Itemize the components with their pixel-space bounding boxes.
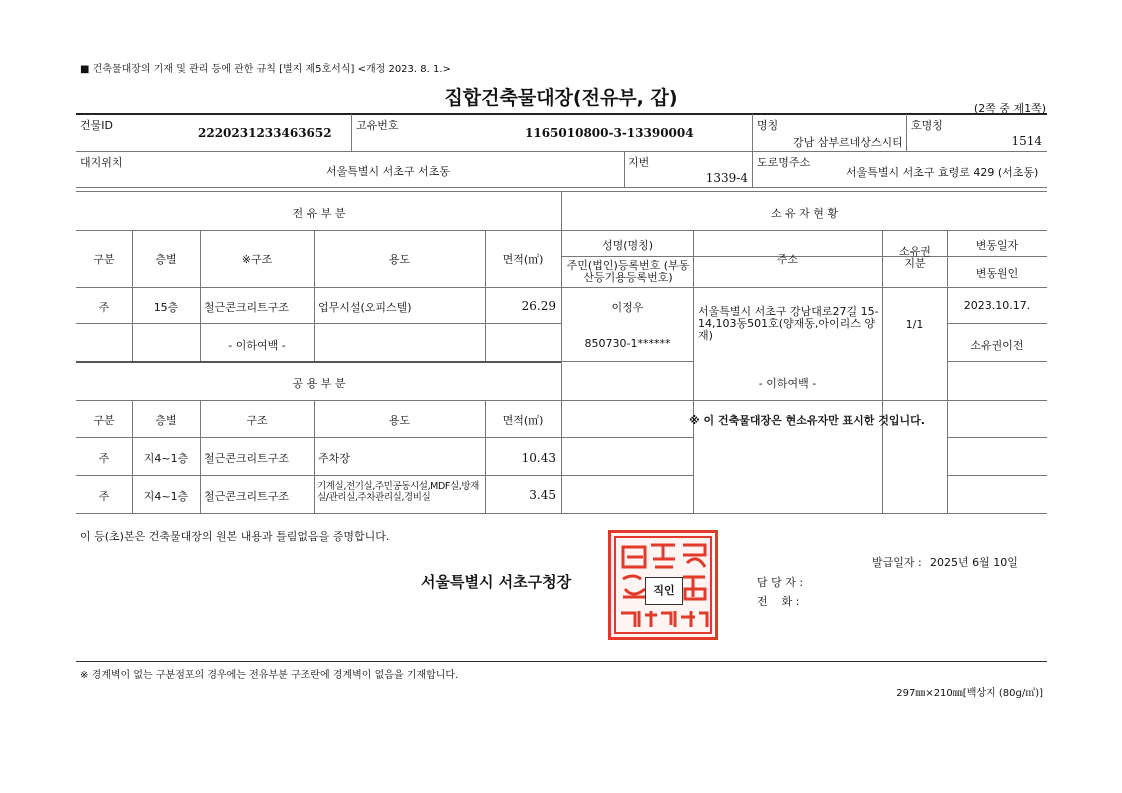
unique-no-label: 고유번호: [356, 119, 399, 132]
issuer-name: 서울특별시 서초구청장: [421, 573, 572, 591]
exclusive-header-floor: 층별: [155, 253, 177, 266]
exclusive-header-use: 용도: [388, 253, 411, 266]
owner-header-address: 주소: [776, 253, 799, 266]
common-section-title: 공 용 부 분: [292, 377, 346, 390]
unique-no-value: 1165010800-3-13390004: [525, 126, 694, 140]
phone-label: 전 화 :: [757, 595, 800, 608]
owner-name: 이정우: [611, 301, 644, 314]
common-row2-use: 기계실,전기실,주민공동시설,MDF실,방재실/관리실,주차관리실,경비실: [317, 481, 479, 503]
common-header-use: 용도: [388, 414, 411, 427]
exclusive-area: 26.29: [521, 299, 556, 313]
common-row1-floor: 지4~1층: [143, 452, 189, 465]
exclusive-use: 업무시설(오피스텔): [318, 301, 412, 314]
issue-date: 2025년 6월 10일: [930, 556, 1018, 569]
common-header-floor: 층별: [155, 414, 177, 427]
owner-header-name: 성명(명칭): [601, 239, 654, 252]
common-row1-structure: 철근콘크리트구조: [204, 452, 290, 465]
owner-section-title: 소 유 자 현 황: [770, 207, 839, 220]
road-value: 서울특별시 서초구 효령로 429 (서초동): [846, 166, 1039, 179]
issue-date-label: 발급일자 :: [872, 556, 922, 569]
exclusive-header-area: 면적(㎡): [502, 253, 544, 266]
site-label: 대지위치: [80, 156, 123, 169]
exclusive-section-title: 전 유 부 분: [292, 207, 346, 220]
paper-spec: 297㎜×210㎜[백상지 (80g/㎡)]: [896, 688, 1043, 699]
building-id-label: 건물ID: [80, 119, 113, 132]
name-label: 명칭: [757, 119, 779, 132]
exclusive-division: 주: [98, 301, 110, 314]
owner-blank-mark: - 이하여백 -: [758, 377, 817, 390]
common-row2-area: 3.45: [529, 488, 556, 502]
owner-change-date: 2023.10.17.: [963, 299, 1031, 312]
lot-value: 1339-4: [705, 171, 748, 185]
page-indicator: (2쪽 중 제1쪽): [973, 102, 1046, 115]
common-row2-division: 주: [98, 490, 110, 503]
site-value: 서울특별시 서초구 서초동: [326, 165, 450, 178]
owner-header-change-date: 변동일자: [975, 239, 1019, 252]
owner-share: 1/1: [905, 318, 924, 331]
common-header-division: 구분: [93, 414, 115, 427]
certify-text: 이 등(초)본은 건축물대장의 원본 내용과 틀림없음을 증명합니다.: [80, 530, 390, 543]
regulation-note: ■ 건축물대장의 기재 및 관리 등에 관한 규칙 [별지 제5호서식] <개정 2023. 8. 1.>: [80, 64, 451, 75]
exclusive-header-structure: ※구조: [241, 253, 273, 266]
building-id-value: 2220231233463652: [198, 126, 332, 140]
common-row2-structure: 철근콘크리트구조: [204, 490, 290, 503]
officer-label: 담 당 자 :: [757, 576, 804, 589]
owner-header-change-reason: 변동원인: [975, 267, 1019, 280]
common-header-area: 면적(㎡): [502, 414, 544, 427]
common-row1-division: 주: [98, 452, 110, 465]
unit-label: 호명칭: [911, 119, 943, 132]
name-value: 강남 삼부르네상스시티: [793, 136, 903, 149]
owner-notice: ※ 이 건축물대장은 현소유자만 표시한 것입니다.: [689, 414, 925, 427]
partition-note: ※ 경계벽이 없는 구분점포의 경우에는 전유부분 구조란에 경계벽이 없음을 기재합니다.: [80, 670, 459, 681]
exclusive-header-division: 구분: [93, 253, 115, 266]
common-row1-use: 주차장: [318, 452, 350, 465]
road-label: 도로명주소: [757, 156, 811, 169]
document-title: 집합건축물대장(전유부, 갑): [444, 87, 678, 109]
owner-reg-no: 850730-1******: [584, 337, 671, 350]
exclusive-blank-mark: - 이하여백 -: [228, 339, 286, 352]
seal-label: 직인: [645, 577, 683, 605]
common-row2-floor: 지4~1층: [143, 490, 189, 503]
lot-label: 지번: [628, 156, 650, 169]
unit-value: 1514: [1011, 134, 1042, 148]
owner-address: 서울특별시 서초구 강남대로27길 15-14,103동501호(양재동,아이리스 양재): [698, 305, 879, 342]
exclusive-structure: 철근콘크리트구조: [204, 301, 290, 314]
owner-header-reg-no: 주민(법인)등록번호 (부동산등기용등록번호): [566, 259, 690, 284]
owner-change-reason: 소유권이전: [970, 339, 1024, 352]
common-header-structure: 구조: [246, 414, 268, 427]
common-row1-area: 10.43: [521, 451, 556, 465]
owner-header-share: 소유권 지분: [899, 245, 931, 270]
exclusive-floor: 15층: [153, 301, 179, 314]
